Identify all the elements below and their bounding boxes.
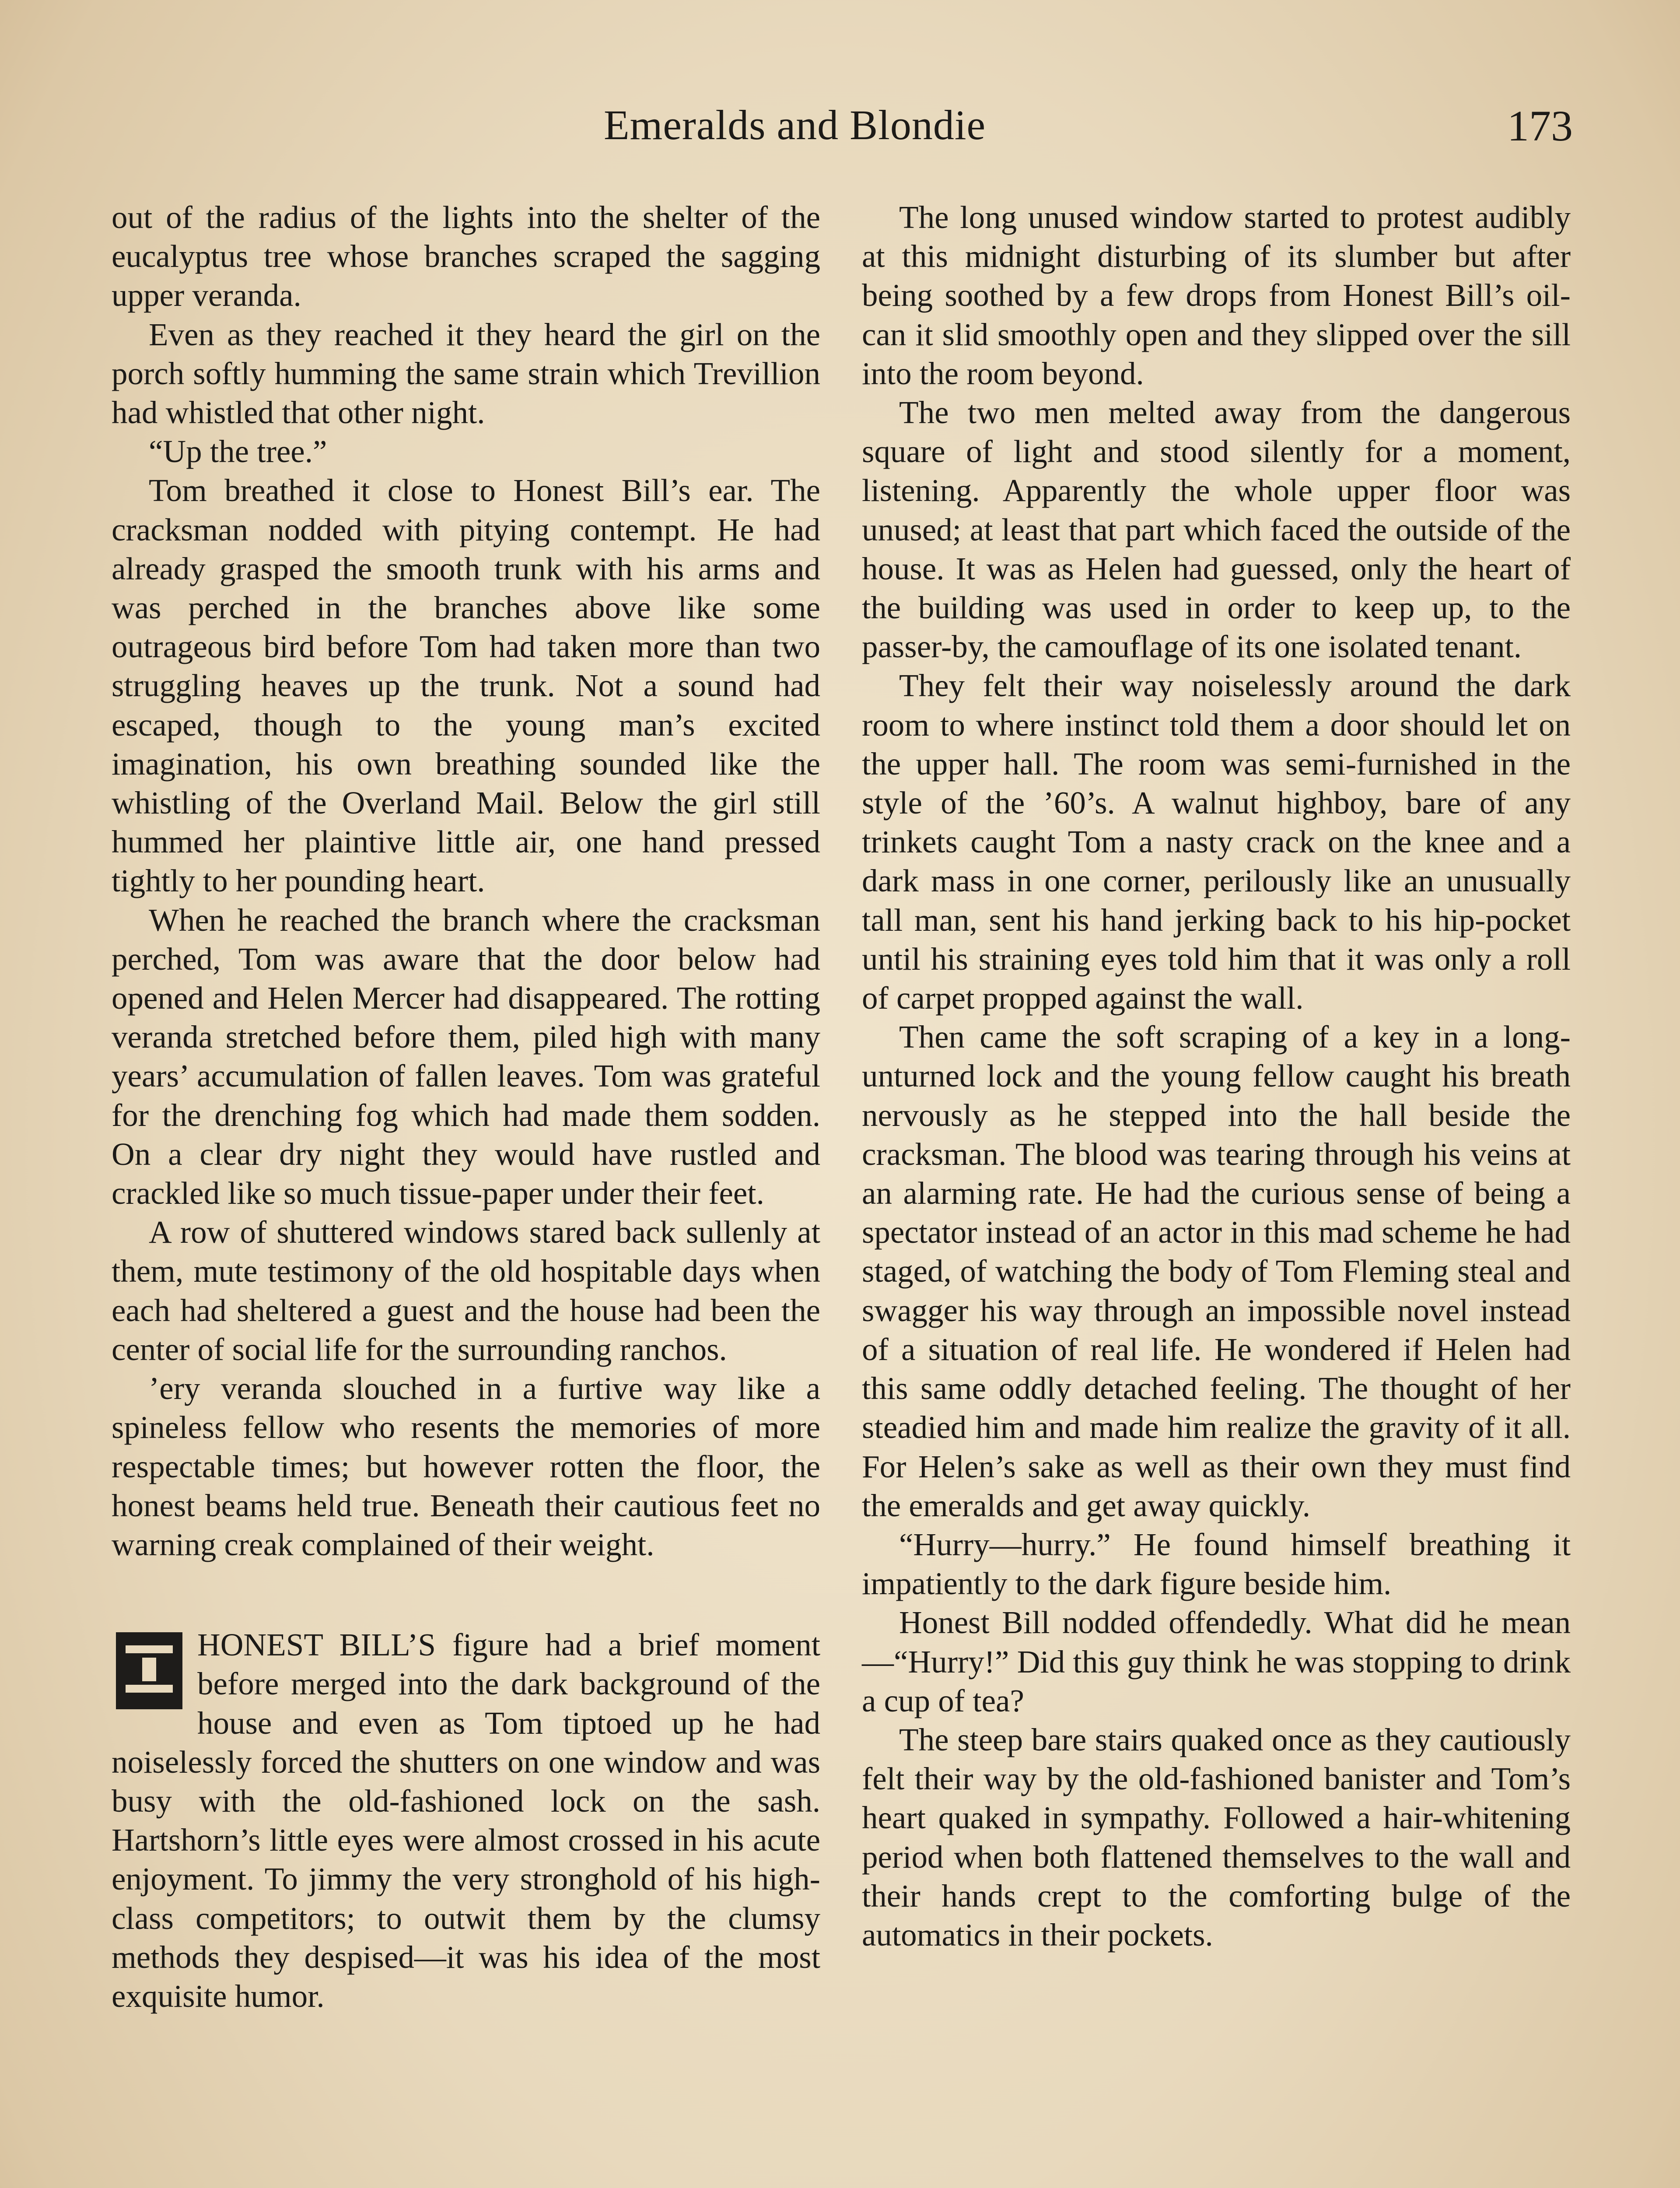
dropcap-paragraph	[112, 1625, 820, 2016]
paragraph: Even as they reached it they heard the girl on the porch softly humming the same strain which Trevillion had whistled that other night.	[112, 316, 820, 431]
left-column	[112, 198, 820, 2016]
paragraph: When he reached the branch where the cracksman perched, Tom was aware that the door below had opened and Helen Mercer had disappeared. The rotting veranda stretched before them, piled high with many years’ accumulation of fallen leaves. Tom was grateful for the drenching fog which had made them sodden. On a clear dry night they would have rustled and crackled like so much tissue-paper under their feet.	[112, 902, 820, 1211]
paragraph: They felt their way noiselessly around the dark room to where instinct told them a door should let on the upper hall. The room was semi-furnished in the style of the ’60’s. A walnut highboy, bare of any trinkets caught Tom a nasty crack on the knee and a dark mass in one corner, perilously like an unusually tall man, sent his hand jerking back to his hip-pocket until his straining eyes told him that it was only a roll of carpet propped against the wall.	[862, 668, 1571, 1016]
section-break	[112, 1564, 820, 1625]
paragraph: A row of shuttered windows stared back sullenly at them, mute testimony of the old hospitable days when each had sheltered a guest and the house had been the center of social life for the surrounding ranchos.	[112, 1214, 820, 1367]
right-column	[862, 198, 1571, 1954]
paragraph: The two men melted away from the dangerous square of light and stood silently for a moment, listening. Apparently the whole upper floor was unused; at least that part which faced the outside of the house. It was as Helen had guessed, only the heart of the building was used in order to keep up, to the passer-by, the camouflage of its one isolated tenant.	[862, 395, 1571, 665]
paragraph: Then came the soft scraping of a key in a long-unturned lock and the young fellow caught his breath nervously as he stepped into the hall beside the cracksman. The blood was tearing through his veins at an alarming rate. He had the curious sense of being a spectator instead of an actor in this mad scheme he had staged, of watching the body of Tom Fleming steal and swagger his way through an impossible novel instead of a situation of real life. He wondered if Helen had this same oddly detached feeling. The thought of her steadied him and made him realize the gravity of it all. For Helen’s sake as well as their own they must find the emeralds and get away quickly.	[862, 1019, 1571, 1523]
paragraph: The steep bare stairs quaked once as they cautiously felt their way by the old-fashioned banister and Tom’s heart quaked in sympathy. Followed a hair-whitening period when both flattened themselves to the wall and their hands crept to the comforting bulge of the automatics in their pockets.	[862, 1722, 1571, 1953]
page-number: 173	[1507, 102, 1573, 150]
paragraph: “Hurry—hurry.” He found himself breathing it impatiently to the dark figure beside him.	[862, 1526, 1571, 1602]
paragraph: ’ery veranda slouched in a furtive way like a spineless fellow who resents the memories of more respectable times; but however rotten the floor, the honest beams held true. Beneath their cautious feet no warning creak complained of their weight.	[112, 1371, 820, 1562]
paragraph: out of the radius of the lights into the shelter of the eucalyptus tree whose branches scraped the sagging upper veranda.	[112, 200, 820, 313]
paragraph: “Up the tree.”	[149, 434, 327, 470]
paragraph: Honest Bill nodded offendedly. What did he mean—“Hurry!” Did this guy think he was stopping to drink a cup of tea?	[862, 1605, 1571, 1718]
running-title: Emeralds and Blondie	[604, 102, 986, 148]
paragraph: Tom breathed it close to Honest Bill’s ear. The cracksman nodded with pitying contempt. He had already grasped the smooth trunk with his arms and was perched in the branches above like some outrageous bird before Tom had taken more than two struggling heaves up the trunk. Not a sound had escaped, though to the young man’s excited imagination, his own breathing sounded like the whistling of the Overland Mail. Below the girl still hummed her plaintive little air, one hand pressed tightly to her pounding heart.	[112, 473, 820, 899]
page-header	[112, 101, 1573, 166]
dropcap-paragraph-text: HONEST BILL’S figure had a brief moment before merged into the dark background of the house and even as Tom tiptoed up he had noiselessly forced the shutters on one window and was busy with the old-fashioned lock on the sash. Hartshorn’s little eyes were almost crossed in his acute enjoyment. To jimmy the very stronghold of his high-class competitors; to outwit them by the clumsy methods they despised—it was his idea of the most exquisite humor.	[112, 1627, 820, 2014]
paragraph: The long unused window started to protest audibly at this midnight disturbing of its slumber but after being soothed by a few drops from Honest Bill’s oil-can it slid smoothly open and they slipped over the sill into the room beyond.	[862, 200, 1571, 391]
ornamental-dropcap-icon	[116, 1632, 182, 1709]
